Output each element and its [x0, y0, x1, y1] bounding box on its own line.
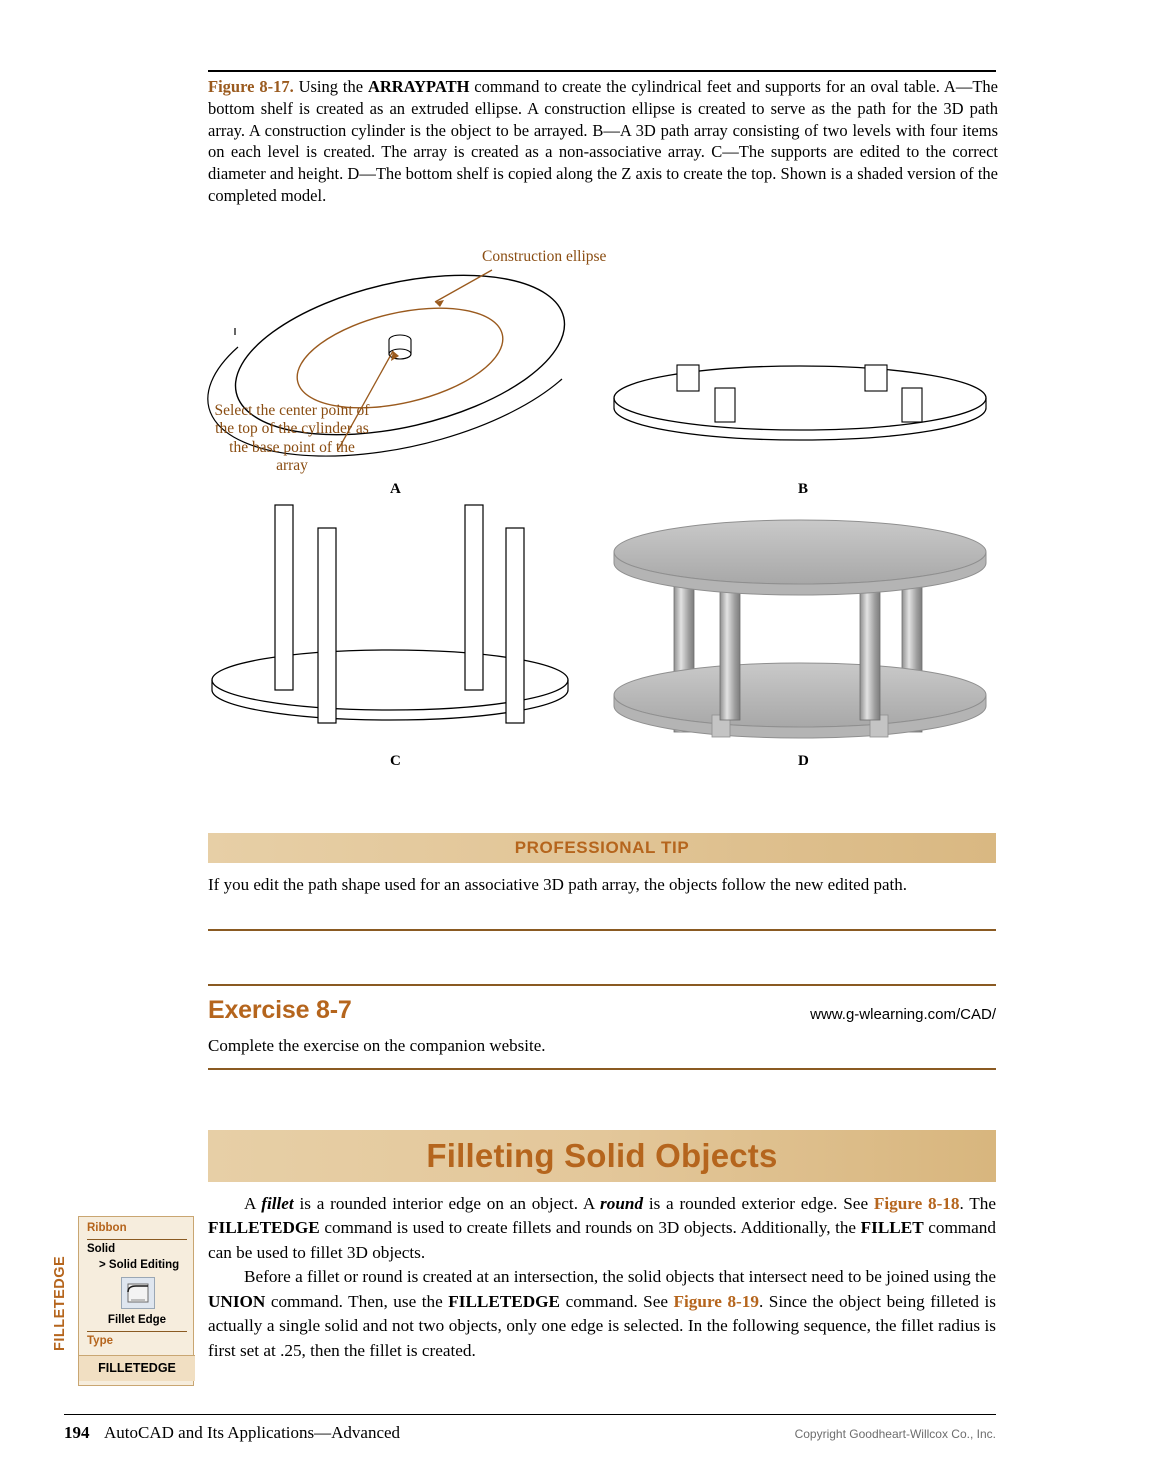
- section-heading: Filleting Solid Objects: [426, 1137, 778, 1174]
- professional-tip-heading: PROFESSIONAL TIP: [514, 838, 690, 857]
- p1-b: is a rounded interior edge on an object. A: [293, 1194, 601, 1213]
- ribbon-box-rule-bottom: [87, 1331, 187, 1332]
- side-command-label: FILLETEDGE: [52, 1255, 68, 1351]
- ribbon-box-rule-top: [87, 1239, 187, 1240]
- figure-label-a: A: [390, 481, 401, 497]
- ribbon-type-label: Type: [87, 1335, 113, 1347]
- p1-f: command can be used to fillet 3D objects.: [208, 1218, 996, 1262]
- figure-number: Figure 8-17.: [208, 77, 294, 96]
- p1-command-filletedge: FILLETEDGE: [208, 1218, 320, 1238]
- footer-page-number: 194: [64, 1423, 90, 1442]
- figure-artwork: [200, 240, 1000, 780]
- figure-label-d: D: [798, 753, 809, 769]
- callout-construction-ellipse: Construction ellipse: [482, 248, 607, 265]
- p1-d: . The: [959, 1194, 996, 1213]
- fillet-edge-icon[interactable]: [121, 1277, 155, 1309]
- p2-command-union: UNION: [208, 1291, 266, 1311]
- exercise-body: Complete the exercise on the companion website.: [208, 1036, 546, 1055]
- p1-a: A: [244, 1194, 262, 1213]
- p1-round-term: round: [600, 1194, 644, 1213]
- p2-a: Before a fillet or round is created at an intersection, the solid objects that intersect need to be joined using the: [244, 1267, 996, 1287]
- ribbon-panel-name: > Solid Editing: [99, 1259, 180, 1271]
- p1-figure-ref[interactable]: Figure 8-18: [873, 1194, 960, 1213]
- figure-svg: [200, 240, 1000, 780]
- professional-tip-rule: [208, 929, 996, 931]
- p1-e: command is used to create fillets and rounds on 3D objects. Additionally, the: [319, 1218, 861, 1238]
- p2-c: command. See: [560, 1291, 674, 1311]
- section-body: [208, 1192, 996, 1363]
- paragraph-2: [208, 1265, 996, 1363]
- figure-caption: [208, 76, 998, 207]
- figure-caption-text: Using the ARRAYPATH command to create the cylindrical feet and supports for an oval table. A—The bottom shelf is created as an extruded ellipse. A construction ellipse is created to serve as the path for the 3D path array. A construction cylinder is the object to be arrayed. B—A 3D path array consisting of two levels with four items on each level is created. The array is created as a non-associative array. C—The supports are edited to the correct diameter and height. D—The bottom shelf is copied along the Z axis to create the top. Shown is a shaded version of the completed model.: [208, 77, 998, 205]
- ribbon-button-label: Fillet Edge: [107, 1314, 167, 1326]
- figure-label-b: B: [798, 481, 809, 497]
- professional-tip-bar: [208, 833, 996, 863]
- ribbon-tab-name: Solid: [87, 1243, 116, 1255]
- p2-d: . Since the object being filleted is actually a single solid and not two objects, only one edge is selected. In the following sequence, the fillet radius is first set at .25, then the fillet is created.: [208, 1291, 996, 1360]
- exercise-bottom-rule: [208, 1068, 996, 1070]
- p2-figure-ref[interactable]: Figure 8-19: [673, 1291, 759, 1311]
- figure-label-c: C: [390, 753, 401, 769]
- p2-command-filletedge: FILLETEDGE: [448, 1291, 561, 1311]
- p1-command-fillet: FILLET: [860, 1218, 924, 1238]
- footer-book-title: AutoCAD and Its Applications—Advanced: [104, 1423, 401, 1442]
- exercise-top-rule: [208, 984, 996, 986]
- paragraph-1: [208, 1192, 996, 1265]
- ribbon-command-name: FILLETEDGE: [79, 1355, 195, 1381]
- ribbon-box-title: Ribbon: [87, 1222, 127, 1234]
- callout-base-point: Select the center point of the top of the cylinder as the base point of the array: [214, 402, 370, 474]
- ribbon-reference-box: [78, 1216, 194, 1386]
- figure-top-rule: [208, 70, 996, 72]
- footer-rule: [64, 1414, 996, 1415]
- p2-b: command. Then, use the: [265, 1291, 449, 1311]
- footer-copyright: Copyright Goodheart-Willcox Co., Inc.: [794, 1427, 996, 1441]
- p1-fillet-term: fillet: [261, 1194, 294, 1213]
- figure-part-b: [614, 365, 986, 440]
- professional-tip-body: If you edit the path shape used for an associative 3D path array, the objects follow the new edited path.: [208, 875, 907, 894]
- exercise-url[interactable]: www.g-wlearning.com/CAD/: [810, 1006, 996, 1023]
- figure-part-d: [614, 520, 986, 738]
- figure-part-c: [212, 505, 568, 723]
- section-heading-band: [208, 1130, 996, 1182]
- p1-c: is a rounded exterior edge. See: [643, 1194, 874, 1213]
- exercise-title: Exercise 8-7: [208, 996, 352, 1024]
